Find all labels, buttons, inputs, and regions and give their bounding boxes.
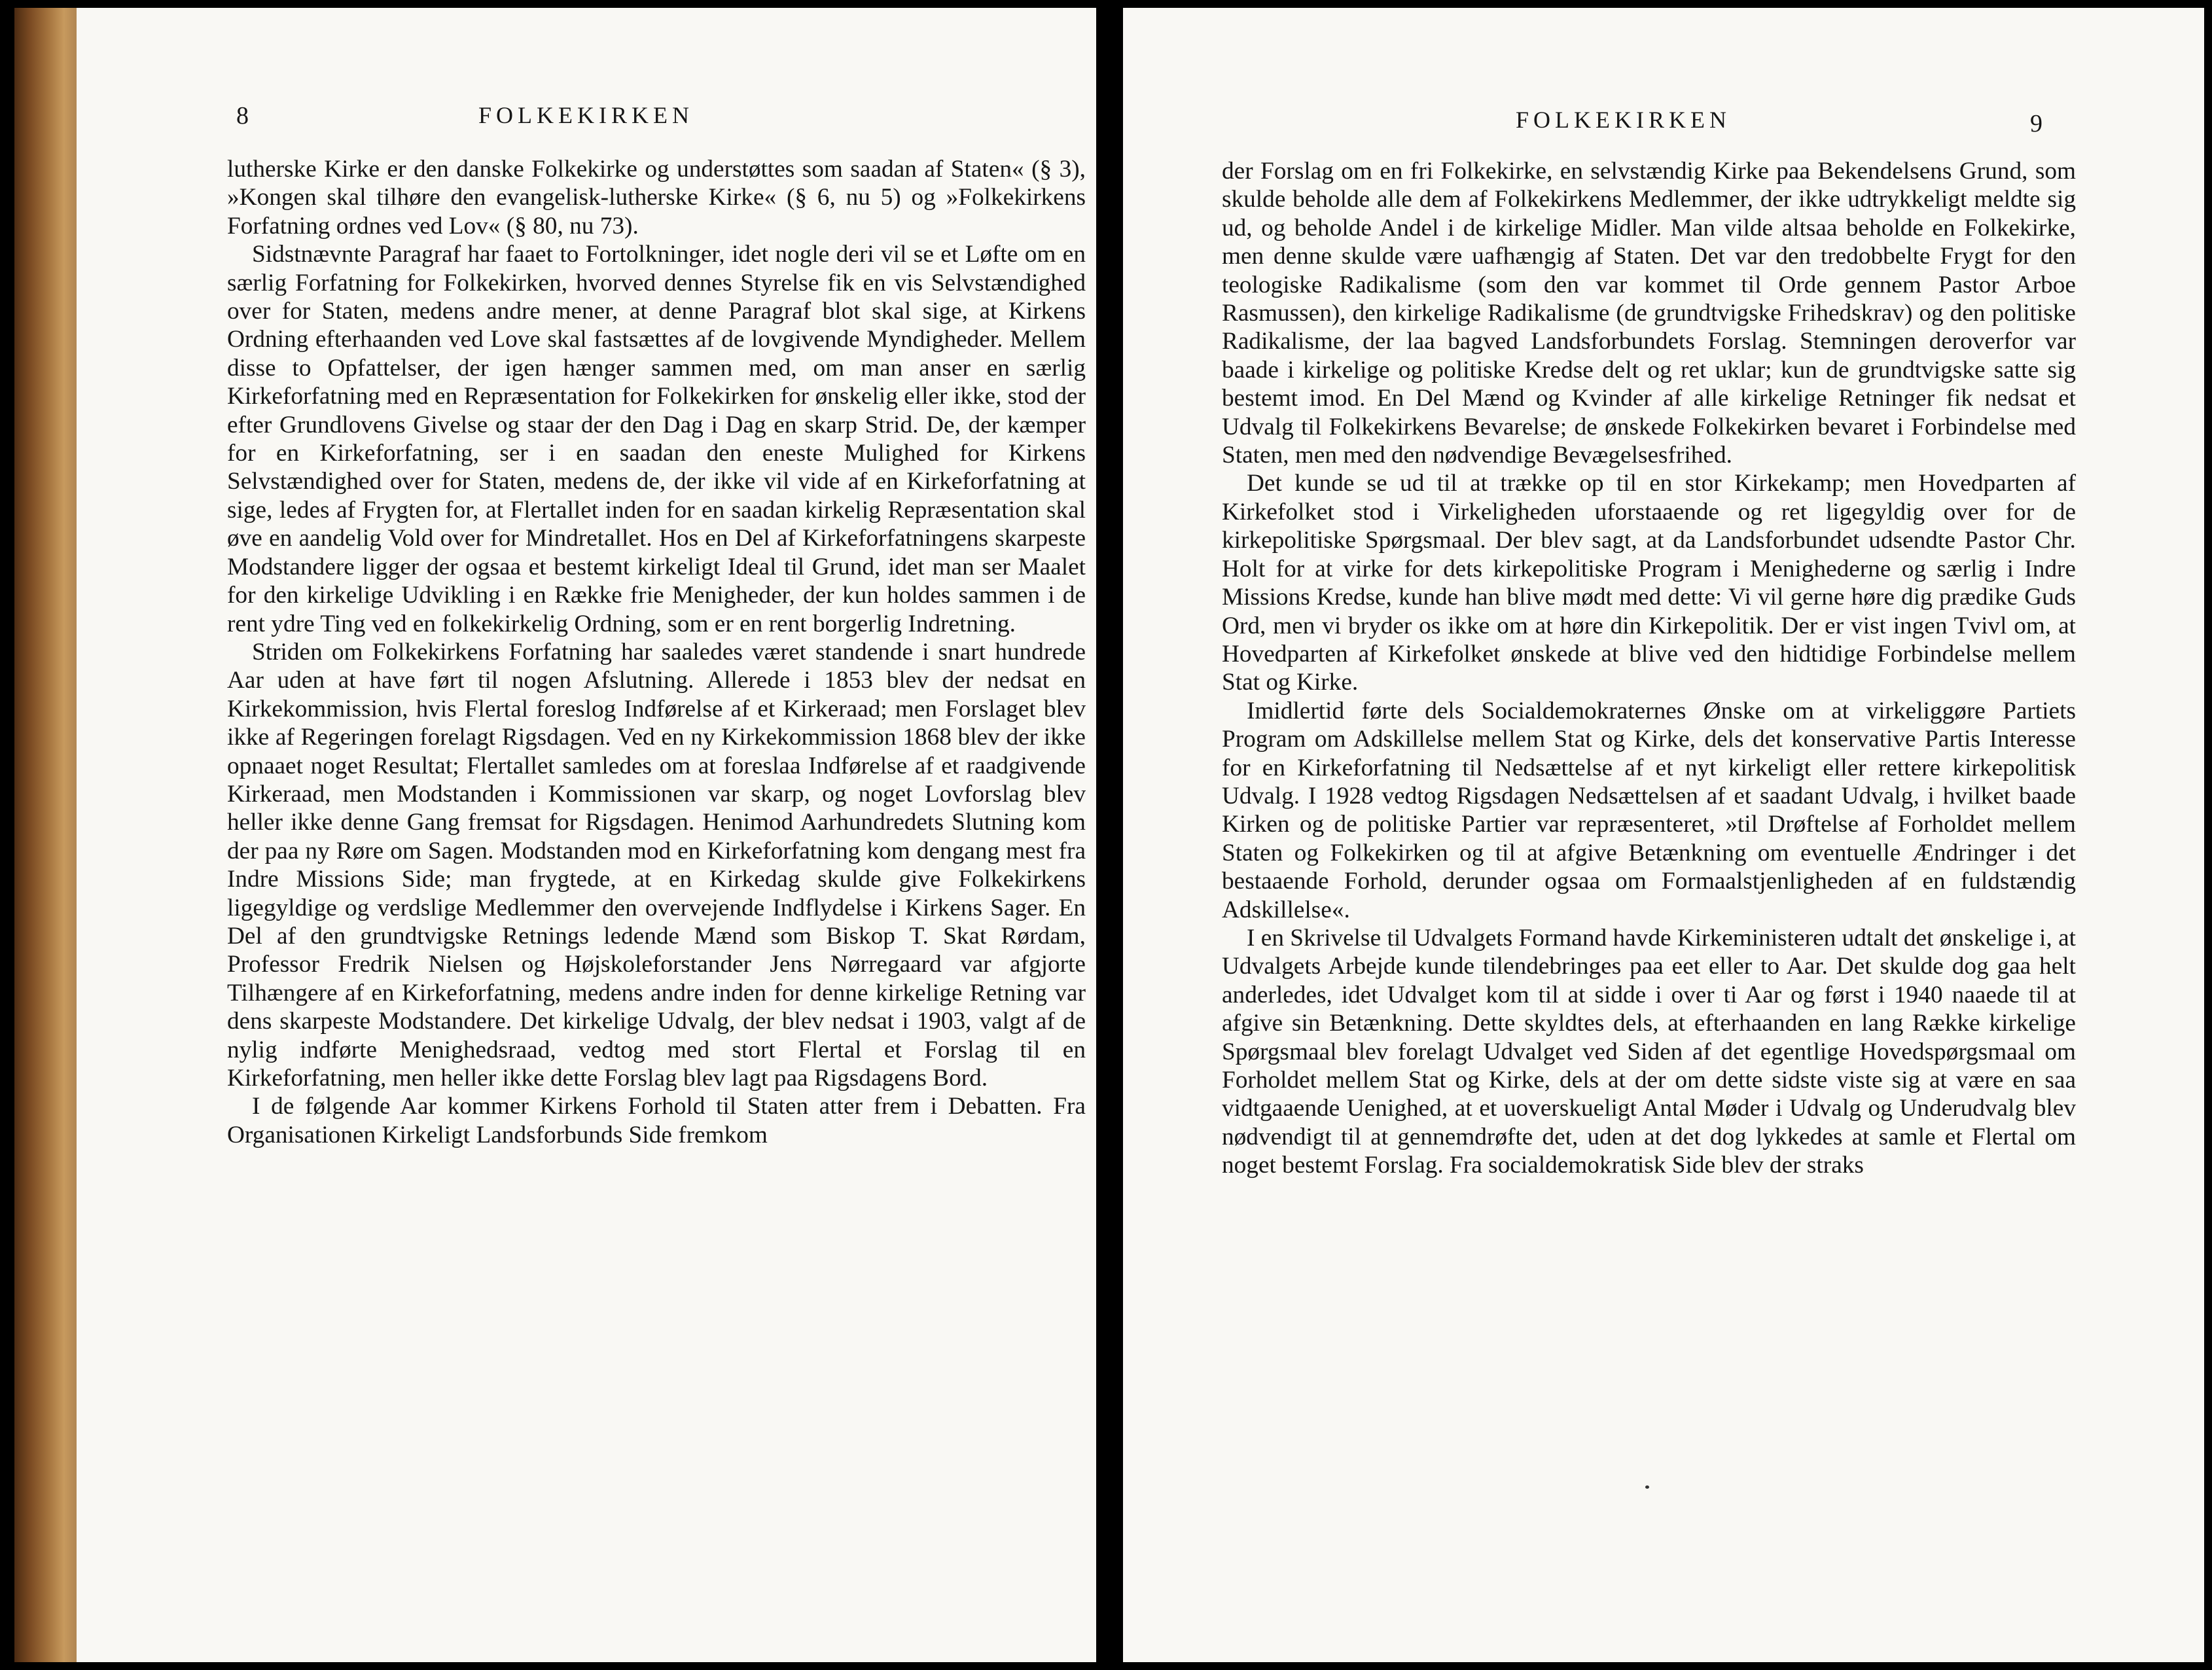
paragraph: Imidlertid førte dels Socialdemokraternes Ønske om at virkeliggøre Partiets Program om Adskillelse mellem Stat og Kirke, dels det konservative Partis Interesse for en Kirkeforfatning til Nedsættelse af et nyt kirkeligt eller rettere kirkepolitisk Udvalg. I 1928 vedtog Rigsdagen Nedsættelsen af et saadant Udvalg, i hvilket baade Kirken og de politiske Partier var repræsenteret, »til Drøftelse af Forholdet mellem Staten og Folkekirken og til at afgive Betænkning om eventuelle Ændringer i det bestaaende Forhold, derunder ogsaa om Formaalstjenligheden af en fuldstændig Adskillelse«. — [1222, 697, 2076, 923]
page-body — [1222, 157, 2076, 1180]
paragraph: I de følgende Aar kommer Kirkens Forhold til Staten atter frem i Debatten. Fra Organisationen Kirkeligt Landsforbunds Side fremkom — [227, 1093, 1086, 1148]
page-number: 9 — [2030, 110, 2043, 137]
paragraph: der Forslag om en fri Folkekirke, en selvstændig Kirke paa Bekendelsens Grund, som skulde beholde alle dem af Folkekirkens Medlemmer, der ikke udtrykkeligt meldte sig ud, og beholde Andel i de kirkelige Midler. Man vilde altsaa beholde en Folkekirke, men denne skulde være uafhængig af Staten. Det var den tredobbelte Frygt for den teologiske Radikalisme (som den var kommet til Orde gennem Pastor Arboe Rasmussen), den kirkelige Radikalisme (de grundtvigske Frihedskrav) og den politiske Radikalisme, der laa bagved Landsforbundets Forslag. Stemningen deroverfor var baade i kirkelige og politiske Kredse delt og ret uklar; kun de grundtvigske satte sig bestemt imod. En Del Mænd og Kvinder af alle kirkelige Retninger fik nedsat et Udvalg til Folkekirkens Bevarelse; de ønskede Folkekirken bevaret i Forbindelse med Staten, men med den nødvendige Bevægelsesfrihed. — [1222, 158, 2076, 469]
page-number: 8 — [236, 102, 249, 130]
paragraph: Sidstnævnte Paragraf har faaet to Fortolkninger, idet nogle deri vil se et Løfte om en særlig Forfatning for Folkekirken, hvorved dennes Styrelse fik en vis Selvstændighed over for Staten, medens andre mener, at denne Paragraf blot skal sige, at Kirkens Ordning efterhaanden ved Love skal fastsættes af de lovgivende Myndigheder. Mellem disse to Opfattelser, der igen hænger sammen med, om man anser en særlig Kirkeforfatning med en Repræsentation for Folkekirken for ønskelig eller ikke, stod der efter Grundlovens Givelse og staar der den Dag i Dag en skarp Strid. De, der kæmper for en Kirkeforfatning, ser i en saadan den eneste Mulighed for Kirkens Selvstændighed over for Staten, medens de, der ikke vil vide af en Kirkeforfatning at sige, ledes af Frygten for, at Flertallet inden for en saadan kirkelig Repræsentation skal øve en aandelig Vold over for Mindretallet. Hos en Del af Kirkeforfatningens skarpeste Modstandere ligger der ogsaa et bestemt kirkeligt Ideal til Grund, idet man ser Maalet for den kirkelige Udvikling i en Række frie Menigheder, der kun holdes sammen i de rent ydre Ting ved en folkekirkelig Ordning, som er en rent borgerlig Indretning. — [227, 241, 1086, 637]
paragraph: lutherske Kirke er den danske Folkekirke og understøttes som saadan af Staten« (§ 3), »Kongen skal tilhøre den evangelisk-lutherske Kirke« (§ 6, nu 5) og »Folkekirkens Forfatning ordnes ved Lov« (§ 80, nu 73). — [227, 156, 1086, 240]
book-spine-edge — [14, 8, 77, 1662]
paragraph: Det kunde se ud til at trække op til en stor Kirkekamp; men Hovedparten af Kirkefolket stod i Virkeligheden uforstaaende og ret ligegyldig over for de kirkepolitiske Spørgsmaal. Der blev sagt, at da Landsforbundet udsendte Pastor Chr. Holt for at virke for dets kirkepolitiske Program i Menighederne og særlig i Indre Missions Kredse, kunde han blive mødt med dette: Vi vil gerne høre dig prædike Guds Ord, men vi bryder os ikke om at høre din Kirkepolitik. Der er vist ingen Tvivl om, at Hovedparten af Kirkefolket ønskede at blive ved den hidtidige Forbindelse mellem Stat og Kirke. — [1222, 470, 2076, 696]
page-body — [227, 155, 1086, 1149]
ink-speck — [1645, 1485, 1649, 1489]
running-head: FOLKEKIRKEN — [478, 102, 694, 128]
paragraph: I en Skrivelse til Udvalgets Formand havde Kirkeministeren udtalt det ønskelige i, at Udvalgets Arbejde kunde tilendebringes paa eet eller to Aar. Det skulde dog gaa helt anderledes, idet Udvalget kom til at sidde i over ti Aar og først i 1940 naaede til at afgive sin Betænkning. Dette skyldtes dels, at efterhaanden en lang Række kirkelige Spørgsmaal blev forelagt Udvalget ved Siden af det egentlige Hovedspørgsmaal om Forholdet mellem Stat og Kirke, dels at der om dette sidste viste sig at være en saa vidtgaaende Uenighed, at et uoverskueligt Antal Møder i Udvalg og Underudvalg blev nødvendigt til at gennemdrøfte det, uden at det dog lykkedes at samle et Flertal om noget bestemt Forslag. Fra socialdemokratisk Side blev der straks — [1222, 924, 2076, 1179]
left-page — [77, 8, 1096, 1662]
right-page — [1123, 8, 2204, 1662]
running-head: FOLKEKIRKEN — [1516, 107, 1731, 133]
page-gutter — [1096, 8, 1123, 1662]
paragraph: Striden om Folkekirkens Forfatning har saaledes været standende i snart hundrede Aar uden at have ført til nogen Afslutning. Allerede i 1853 blev der nedsat en Kirkekommission, hvis Flertal foreslog Indførelse af et Kirkeraad; men Forslaget blev ikke af Regeringen forelagt Rigsdagen. Ved en ny Kirkekommission 1868 blev der ikke opnaaet noget Resultat; Flertallet samledes om at foreslaa Indførelse af et raadgivende Kirkeraad, men Modstanden i Kommissionen var skarp, og noget Lovforslag blev heller ikke denne Gang fremsat for Rigsdagen. Henimod Aarhundredets Slutning kom der paa ny Røre om Sagen. Modstanden mod en Kirkeforfatning kom dengang mest fra Indre Missions Side; man frygtede, at en Kirkedag skulde give Folkekirkens ligegyldige og verdslige Medlemmer den overvejende Indflydelse i Kirkens Sager. En Del af den grundtvigske Retnings ledende Mænd som Biskop T. Skat Rørdam, Professor Fredrik Nielsen og Højskoleforstander Jens Nørregaard var afgjorte Tilhængere af en Kirkeforfatning, medens andre inden for denne kirkelige Retning var dens skarpeste Modstandere. Det kirkelige Udvalg, der blev nedsat i 1903, valgt af de nylig indførte Menighedsraad, vedtog med stort Flertal et Forslag til en Kirkeforfatning, men heller ikke dette Forslag blev lagt paa Rigsdagens Bord. — [227, 638, 1086, 1092]
